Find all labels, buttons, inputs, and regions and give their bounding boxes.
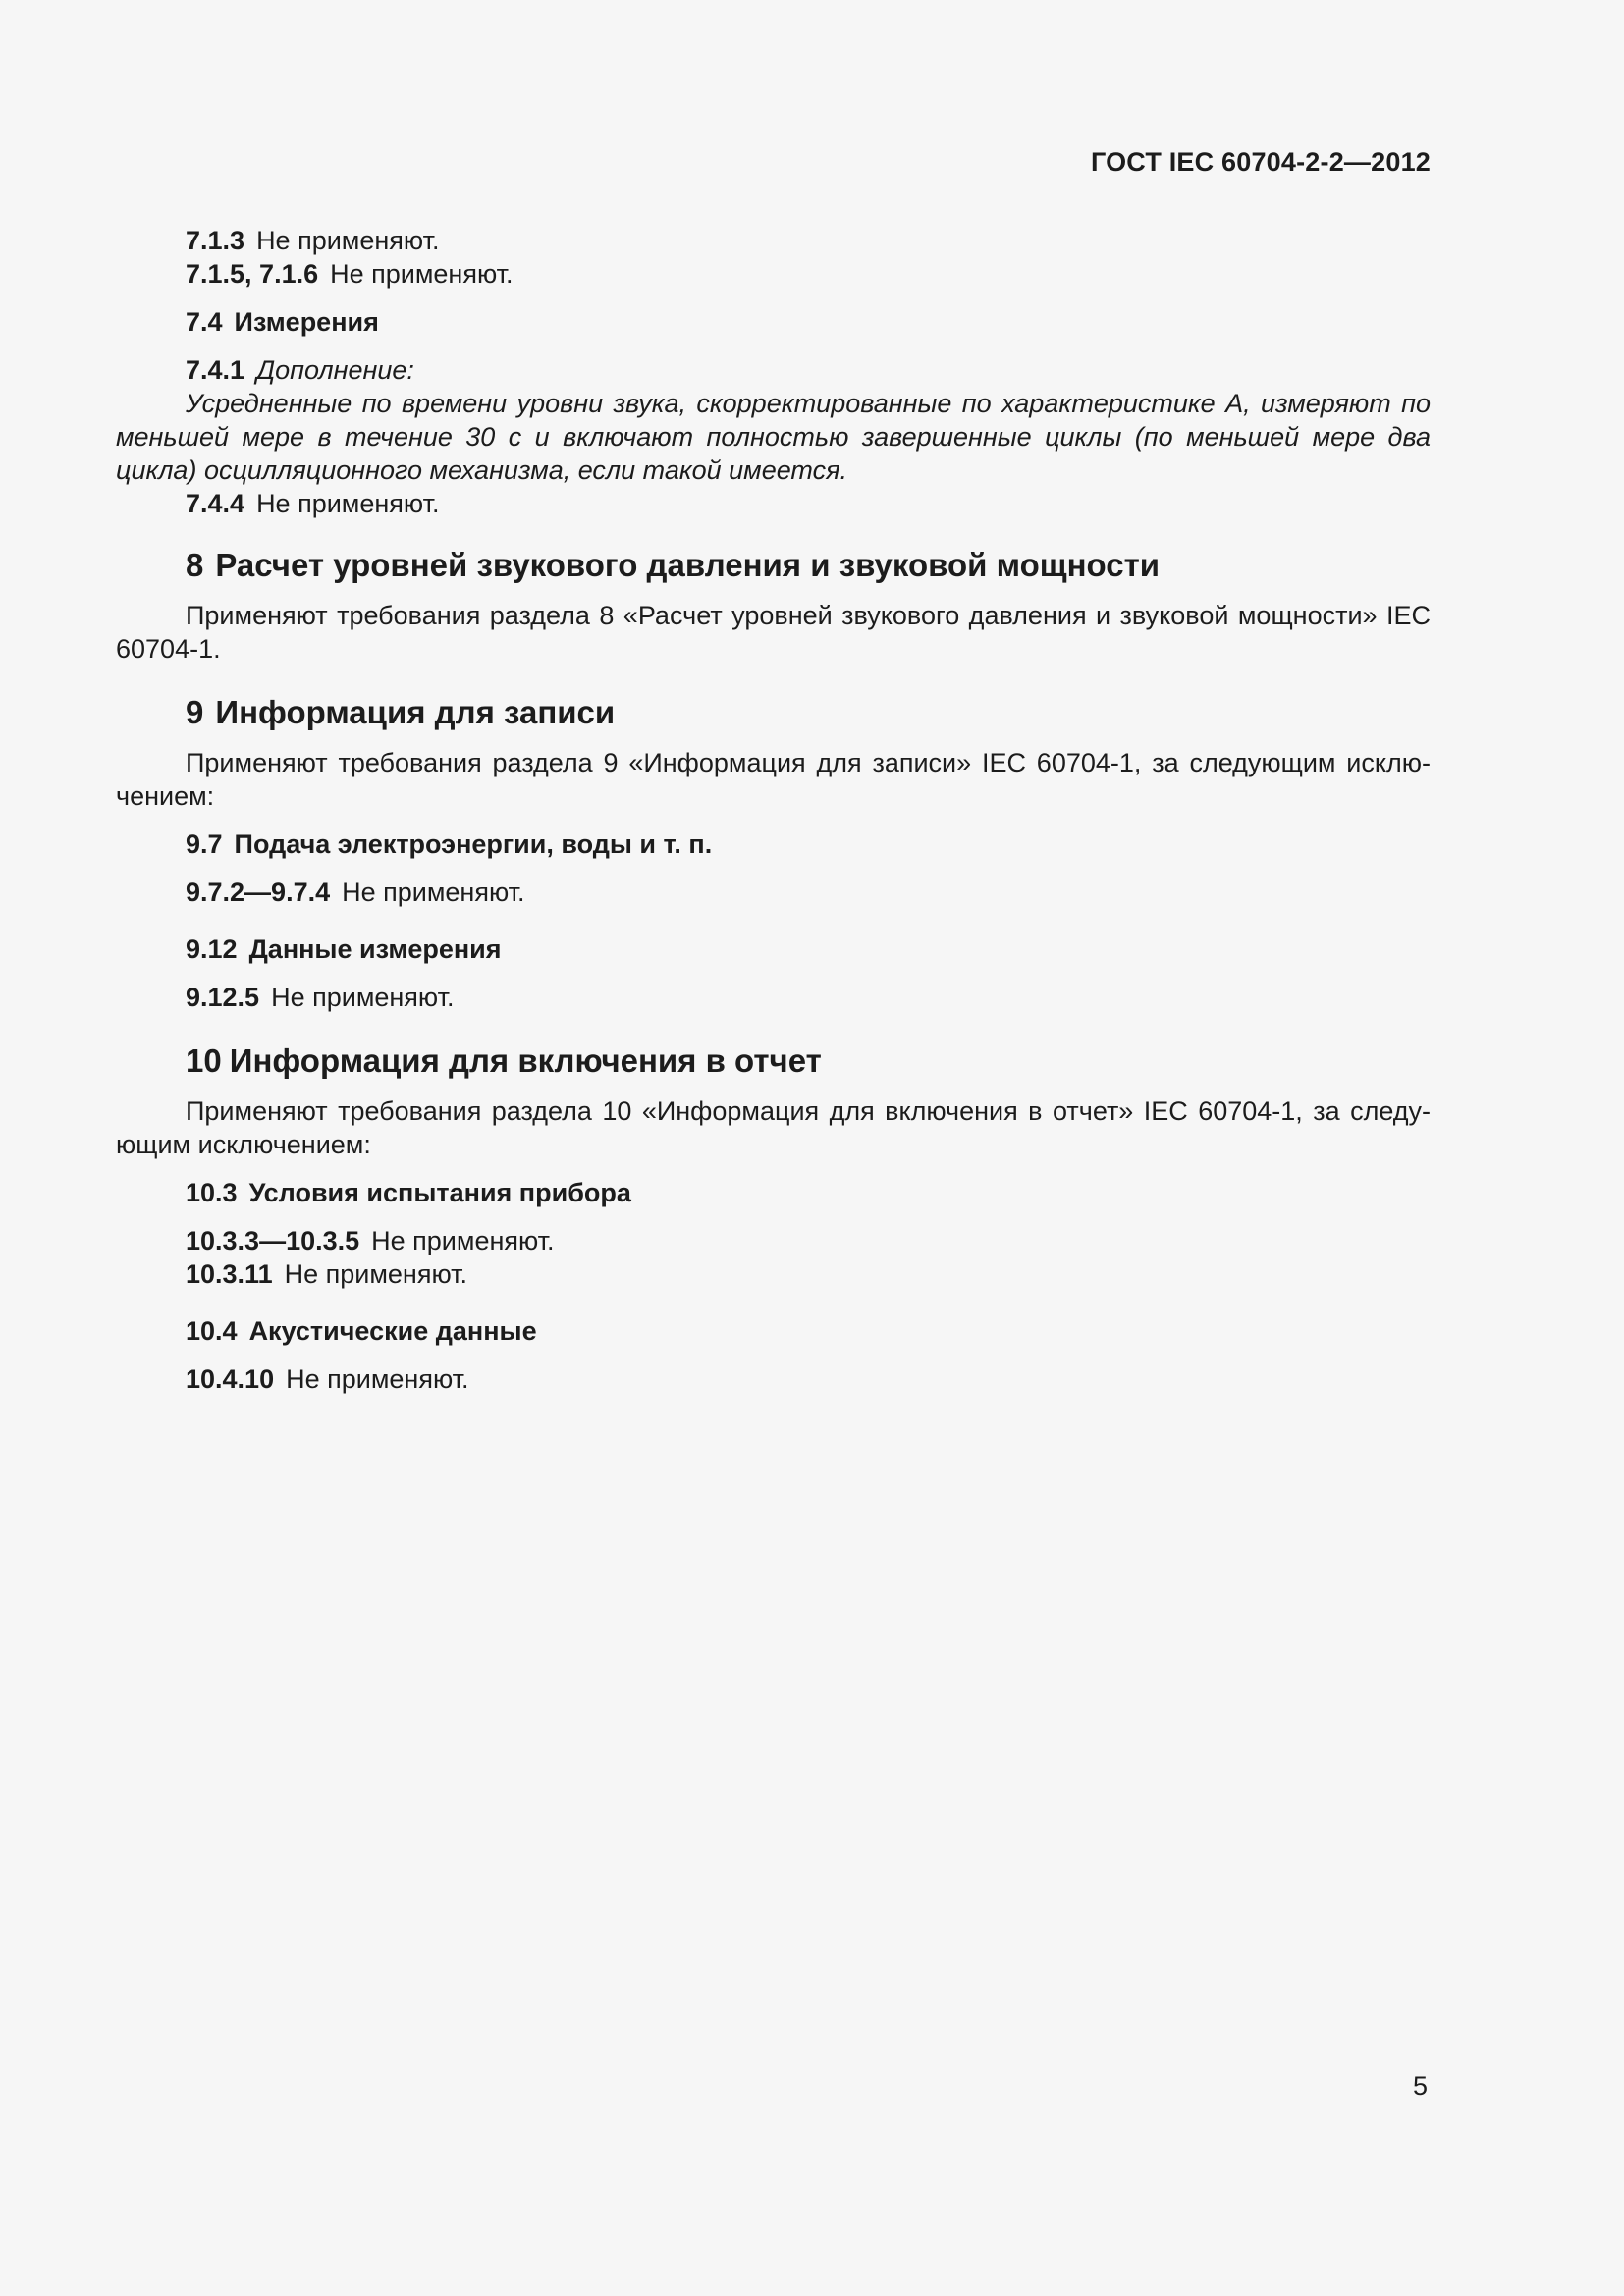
clause-text: Не применяют. <box>371 1226 555 1255</box>
clause-number: 7.4.4 <box>186 489 245 518</box>
clause-number: 9.12.5 <box>186 983 260 1012</box>
subsection-title: Подача электроэнергии, воды и т. п. <box>234 829 713 859</box>
clause-number: 7.1.5, 7.1.6 <box>186 259 319 289</box>
clause-number: 9.7.2—9.7.4 <box>186 878 331 907</box>
clause-7-4-4 <box>116 487 1431 520</box>
clause-text: Не применяют. <box>330 259 514 289</box>
subsection-number: 9.12 <box>186 934 238 964</box>
section-8-body: Применяют требования раздела 8 «Расчет уровней звукового давления и звуковой мощности» IEC 60704-1. <box>116 601 1431 664</box>
section-number: 10 <box>186 1042 222 1079</box>
subsection-number: 10.4 <box>186 1316 238 1346</box>
subsection-title: Акустические данные <box>248 1316 537 1346</box>
section-number: 9 <box>186 694 204 730</box>
subsection-number: 10.3 <box>186 1178 238 1207</box>
clause-9-12-5 <box>116 981 1431 1014</box>
clause-text: Не применяют. <box>286 1364 469 1394</box>
clause-label: Дополнение: <box>256 355 414 385</box>
clause-text: Не применяют. <box>256 489 440 518</box>
subsection-number: 7.4 <box>186 307 223 337</box>
clause-text: Не применяют. <box>271 983 455 1012</box>
subsection-number: 9.7 <box>186 829 223 859</box>
document-code-header: ГОСТ IEC 60704-2-2—2012 <box>1090 147 1431 177</box>
subsection-title: Данные измерения <box>248 934 502 964</box>
clause-10-3-11 <box>116 1257 1431 1291</box>
clause-7-4-1 <box>116 353 1431 387</box>
subsection-title: Условия испытания прибора <box>248 1178 631 1207</box>
section-title: Информация для записи <box>215 694 616 730</box>
subsection-9-7-heading <box>116 828 1431 861</box>
section-title: Информация для включения в отчет <box>229 1042 822 1079</box>
subsection-title: Измерения <box>234 307 379 337</box>
clause-10-4-10 <box>116 1362 1431 1396</box>
section-8-heading <box>116 546 1431 585</box>
clause-number: 7.4.1 <box>186 355 245 385</box>
section-number: 8 <box>186 547 204 583</box>
section-10-body: Применяют требования раздела 10 «Информация для включения в отчет» IEC 60704-1, за следу-ющим исключением: <box>116 1096 1431 1159</box>
subsection-10-4-heading <box>116 1314 1431 1348</box>
clause-9-7-2 <box>116 876 1431 909</box>
clause-number: 7.1.3 <box>186 226 245 255</box>
section-10-heading <box>116 1041 1431 1081</box>
section-title: Расчет уровней звукового давления и звуковой мощности <box>215 547 1161 583</box>
subsection-7-4-heading <box>116 305 1431 339</box>
clause-7-4-1-body: Усредненные по времени уровни звука, скорректированные по характеристике А, измеряют по меньшей мере в течение 30 с и включают полностью завершенные циклы (по меньшей мере два цикла) осцилляционного механизма, если такой имеется. <box>116 389 1431 485</box>
clause-7-1-3 <box>116 224 1431 257</box>
subsection-10-3-heading <box>116 1176 1431 1209</box>
clause-number: 10.3.11 <box>186 1259 273 1289</box>
clause-text: Не применяют. <box>284 1259 467 1289</box>
section-9-body: Применяют требования раздела 9 «Информация для записи» IEC 60704-1, за следующим исклю-чением: <box>116 748 1431 811</box>
clause-number: 10.4.10 <box>186 1364 275 1394</box>
clause-10-3-3 <box>116 1224 1431 1257</box>
page-number: 5 <box>1412 2071 1428 2101</box>
subsection-9-12-heading <box>116 933 1431 966</box>
section-9-heading <box>116 693 1431 732</box>
clause-text: Не применяют. <box>256 226 440 255</box>
clause-text: Не применяют. <box>342 878 525 907</box>
document-body <box>116 224 1431 1396</box>
clause-number: 10.3.3—10.3.5 <box>186 1226 360 1255</box>
clause-7-1-5 <box>116 257 1431 291</box>
